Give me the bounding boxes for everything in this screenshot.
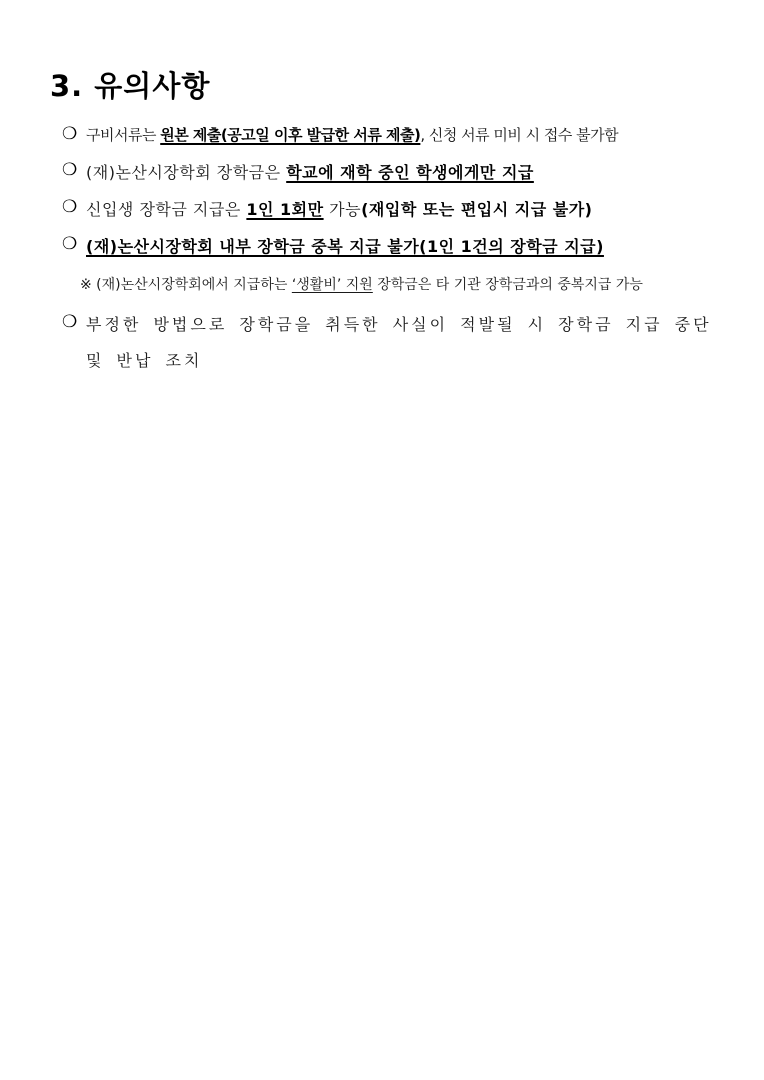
circle-bullet-icon: ❍ [62, 160, 78, 180]
notice-text-line-2: 및 반납 조치 [86, 351, 203, 370]
note-suffix: 장학금은 타 기관 장학금과의 중복지급 가능 [372, 277, 643, 293]
notice-text [86, 197, 592, 220]
note-underlined: ‘생활비’ 지원 [291, 277, 373, 293]
section-heading: 3. 유의사항 [50, 69, 211, 103]
notice-emphasis: 원본 제출(공고일 이후 발급한 서류 제출) [160, 126, 421, 144]
circle-bullet-icon: ❍ [62, 234, 78, 254]
notice-plain-text: , 신청 서류 미비 시 접수 불가함 [420, 126, 619, 144]
notice-text [86, 124, 618, 145]
notice-plain-text: 가능 [323, 200, 362, 219]
notice-plain-text: (재)논산시장학회 장학금은 [86, 163, 287, 182]
notice-plain-text: 신입생 장학금 지급은 [86, 200, 247, 219]
notice-emphasis: 1인 1회만 [246, 200, 324, 219]
circle-bullet-icon: ❍ [62, 124, 78, 144]
note-prefix: ※ (재)논산시장학회에서 지급하는 [80, 277, 292, 293]
notice-plain-text: 구비서류는 [86, 126, 161, 144]
notice-text-line-1: 부정한 방법으로 장학금을 취득한 사실이 적발될 시 장학금 지급 중단 [86, 315, 712, 334]
reference-note [80, 274, 643, 294]
notice-emphasis: (재)논산시장학회 내부 장학금 중복 지급 불가(1인 1건의 장학금 지급) [86, 237, 604, 256]
notice-text [86, 160, 534, 183]
notice-emphasis: 학교에 재학 중인 학생에게만 지급 [286, 163, 534, 182]
circle-bullet-icon: ❍ [62, 197, 78, 217]
notice-emphasis-bold: (재입학 또는 편입시 지급 불가) [361, 200, 593, 219]
circle-bullet-icon: ❍ [62, 312, 78, 332]
